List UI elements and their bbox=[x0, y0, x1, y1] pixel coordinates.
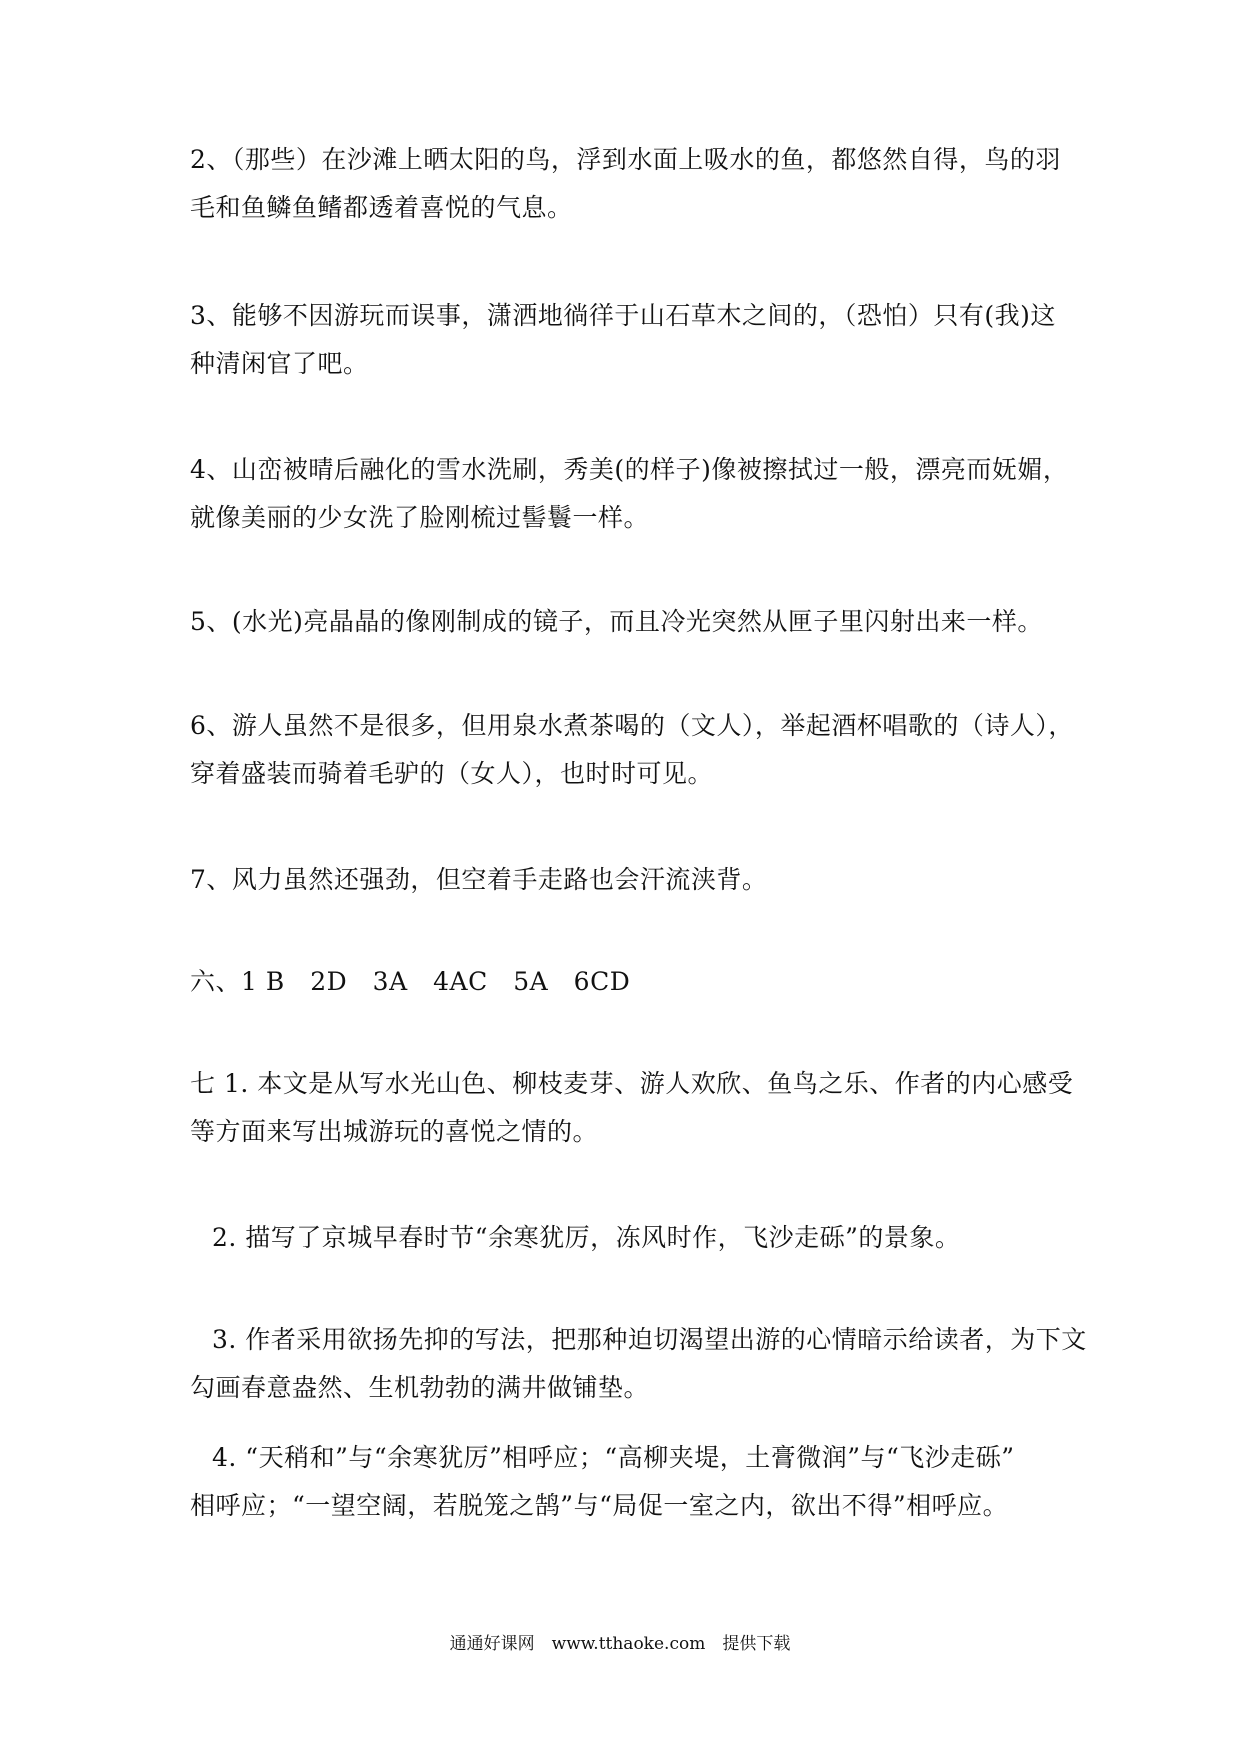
answer-paragraph-3 bbox=[190, 292, 1070, 388]
text-line: 3、能够不因游玩而误事，潇洒地徜徉于山石草木之间的，（恐怕）只有(我)这 bbox=[190, 301, 1056, 330]
text-line: 4. “天稍和”与“余寒犹厉”相呼应；“高柳夹堤，土膏微润”与“飞沙走砾” bbox=[212, 1443, 1015, 1472]
text-line: 相呼应；“一望空阔，若脱笼之鹄”与“局促一室之内，欲出不得”相呼应。 bbox=[190, 1491, 1009, 1520]
text-line: 4、山峦被晴后融化的雪水洗刷，秀美(的样子)像被擦拭过一般，漂亮而妩媚， bbox=[190, 455, 1069, 484]
text-line: 3. 作者采用欲扬先抑的写法，把那种迫切渴望出游的心情暗示给读者，为下文 bbox=[212, 1325, 1087, 1354]
page-footer: 通通好课网 www.tthaoke.com 提供下载 bbox=[449, 1634, 791, 1654]
section-seven-answer-3 bbox=[190, 1316, 1087, 1412]
text-line: 就像美丽的少女洗了脸刚梳过髻鬟一样。 bbox=[190, 503, 650, 532]
text-line: 2. 描写了京城早春时节“余寒犹厉，冻风时作，飞沙走砾”的景象。 bbox=[212, 1223, 961, 1252]
text-line: 勾画春意盎然、生机勃勃的满井做铺垫。 bbox=[190, 1373, 650, 1402]
answer-paragraph-2 bbox=[190, 136, 1070, 232]
text-line: 2、（那些）在沙滩上晒太阳的鸟，浮到水面上吸水的鱼，都悠然自得，鸟的羽 bbox=[190, 145, 1061, 174]
answer-paragraph-6 bbox=[190, 702, 1074, 798]
text-line: 6、游人虽然不是很多，但用泉水煮茶喝的（文人），举起酒杯唱歌的（诗人）， bbox=[190, 711, 1074, 740]
text-line: 七 1. 本文是从写水光山色、柳枝麦芽、游人欢欣、鱼鸟之乐、作者的内心感受 bbox=[190, 1069, 1074, 1098]
text-line: 穿着盛装而骑着毛驴的（女人），也时时可见。 bbox=[190, 759, 714, 788]
answer-paragraph-5 bbox=[190, 598, 1070, 646]
text-line: 六、1 B 2D 3A 4AC 5A 6CD bbox=[190, 967, 631, 996]
text-line: 种清闲官了吧。 bbox=[190, 349, 369, 378]
section-six-answers bbox=[190, 958, 1070, 1006]
section-seven-answer-1 bbox=[190, 1060, 1074, 1156]
answer-paragraph-4 bbox=[190, 446, 1070, 542]
text-line: 7、风力虽然还强劲，但空着手走路也会汗流浃背。 bbox=[190, 865, 768, 894]
section-seven-answer-4 bbox=[190, 1434, 1070, 1530]
text-line: 等方面来写出城游玩的喜悦之情的。 bbox=[190, 1117, 599, 1146]
answer-paragraph-7 bbox=[190, 856, 1070, 904]
section-seven-answer-2 bbox=[212, 1214, 1072, 1262]
text-line: 5、(水光)亮晶晶的像刚制成的镜子，而且冷光突然从匣子里闪射出来一样。 bbox=[190, 607, 1043, 636]
text-line: 毛和鱼鳞鱼鳍都透着喜悦的气息。 bbox=[190, 193, 573, 222]
